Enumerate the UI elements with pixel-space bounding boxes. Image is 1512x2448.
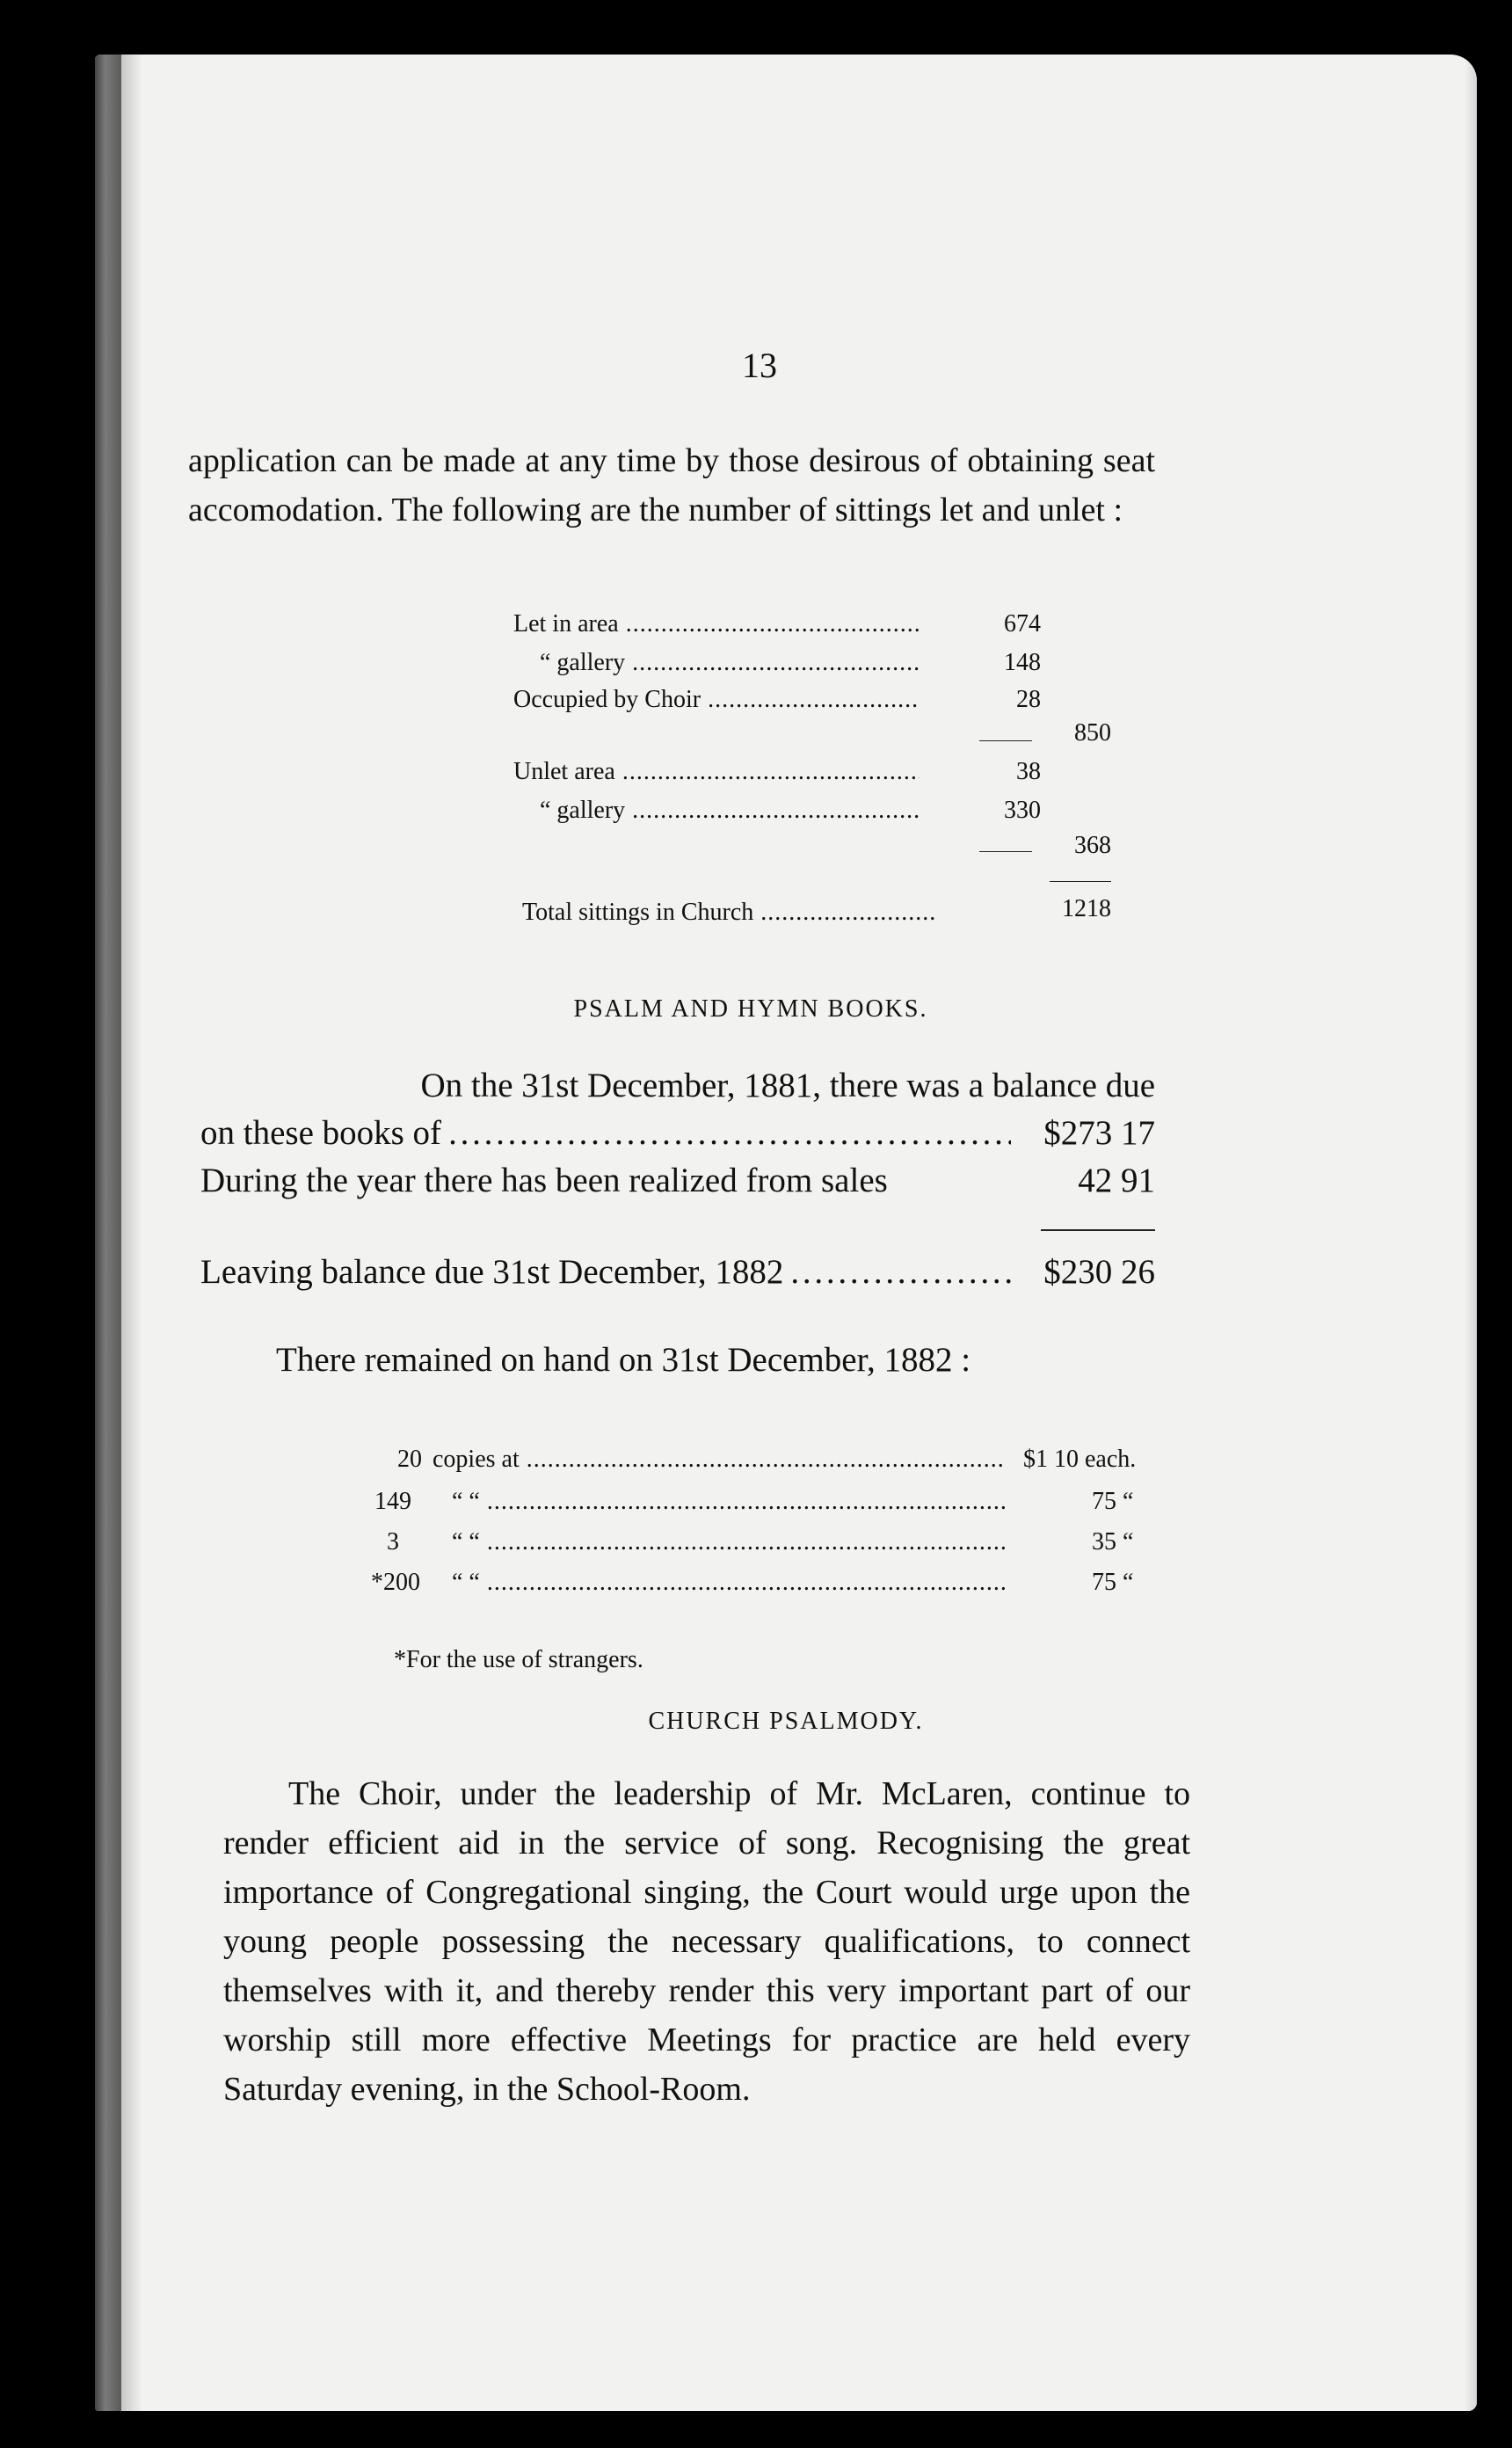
intro-paragraph: application can be made at any time by those desirous of obtaining seat accomodation. The following are the number of sittings let and unlet : (188, 442, 1155, 528)
sittings-row (513, 610, 927, 638)
book-page (95, 55, 1477, 2411)
copies-label: “ “ (452, 1528, 480, 1556)
copies-row (452, 1569, 1013, 1597)
page-content (188, 55, 1331, 2411)
sittings-value: 38 (1016, 758, 1041, 785)
balance-line (200, 1252, 1018, 1292)
psalmody-heading: CHURCH PSALMODY. (648, 1708, 924, 1735)
copies-qty: 149 (374, 1488, 411, 1515)
copies-row (452, 1528, 1013, 1556)
balance-value: 42 91 (1078, 1162, 1155, 1199)
balance-label: on these books of (200, 1114, 442, 1152)
copies-label: “ “ (452, 1488, 480, 1515)
page-binding (95, 55, 121, 2411)
copies-row (433, 1446, 1013, 1474)
copies-price: 35 “ (1092, 1528, 1134, 1556)
copies-qty: 3 (387, 1528, 399, 1556)
sittings-row (540, 649, 927, 677)
sittings-row (513, 758, 927, 786)
sittings-value: 28 (1016, 686, 1041, 713)
balance-line (200, 1113, 1018, 1153)
page-edge (1465, 55, 1477, 2411)
sittings-total-value: 1218 (1062, 895, 1111, 922)
balance-label: Leaving balance due 31st December, 1882 (200, 1253, 784, 1291)
psalm-heading: PSALM AND HYMN BOOKS. (573, 995, 928, 1023)
copies-row (452, 1488, 1013, 1516)
copies-qty: *200 (371, 1569, 420, 1596)
sittings-label: Let in area (513, 610, 619, 638)
copies-qty: 20 (397, 1446, 422, 1473)
binding-shadow (121, 55, 142, 2411)
balance-rule (1041, 1229, 1155, 1231)
balance-line: On the 31st December, 1881, there was a balance due (420, 1067, 1155, 1104)
balance-value: $273 17 (1043, 1114, 1155, 1152)
choir-paragraph: The Choir, under the leadership of Mr. McLaren, continue to render efficient aid in the service of song. Recognising the great importance of Congregational singing, the Court would urge upon the young people possessing the necessary qualifications, to connect themselves with it, and thereby render this very important part of our worship still more effective Meetings for practice are held every Saturday evening, in the School-Room. (223, 1775, 1190, 2108)
subtotal-rule (979, 740, 1032, 741)
sittings-label: “ gallery (540, 797, 626, 824)
copies-price: 75 “ (1092, 1488, 1134, 1515)
balance-value: $230 26 (1043, 1253, 1155, 1291)
copies-price: 75 “ (1092, 1569, 1134, 1596)
balance-label: During the year there has been realized from sales (200, 1162, 888, 1199)
unlet-total: 368 (1074, 832, 1111, 859)
sittings-value: 674 (1004, 610, 1041, 638)
sittings-row (513, 686, 927, 714)
sittings-label: Unlet area (513, 758, 615, 785)
total-rule (1050, 881, 1111, 882)
page-number: 13 (742, 346, 777, 385)
sittings-label: Occupied by Choir (513, 686, 701, 713)
copies-price: $1 10 each. (1023, 1446, 1137, 1473)
sittings-row (540, 797, 927, 825)
on-hand-intro: There remained on hand on 31st December, 1882 : (276, 1341, 971, 1379)
sittings-value: 330 (1004, 797, 1041, 824)
sittings-total-label: Total sittings in Church (522, 899, 754, 926)
copies-label: “ “ (452, 1569, 480, 1596)
sittings-value: 148 (1004, 649, 1041, 676)
subtotal-rule (979, 851, 1032, 852)
copies-label: copies at (433, 1446, 520, 1473)
sittings-total-row (522, 899, 944, 927)
footnote: *For the use of strangers. (394, 1646, 643, 1673)
let-total: 850 (1074, 719, 1111, 747)
sittings-label: “ gallery (540, 649, 626, 676)
